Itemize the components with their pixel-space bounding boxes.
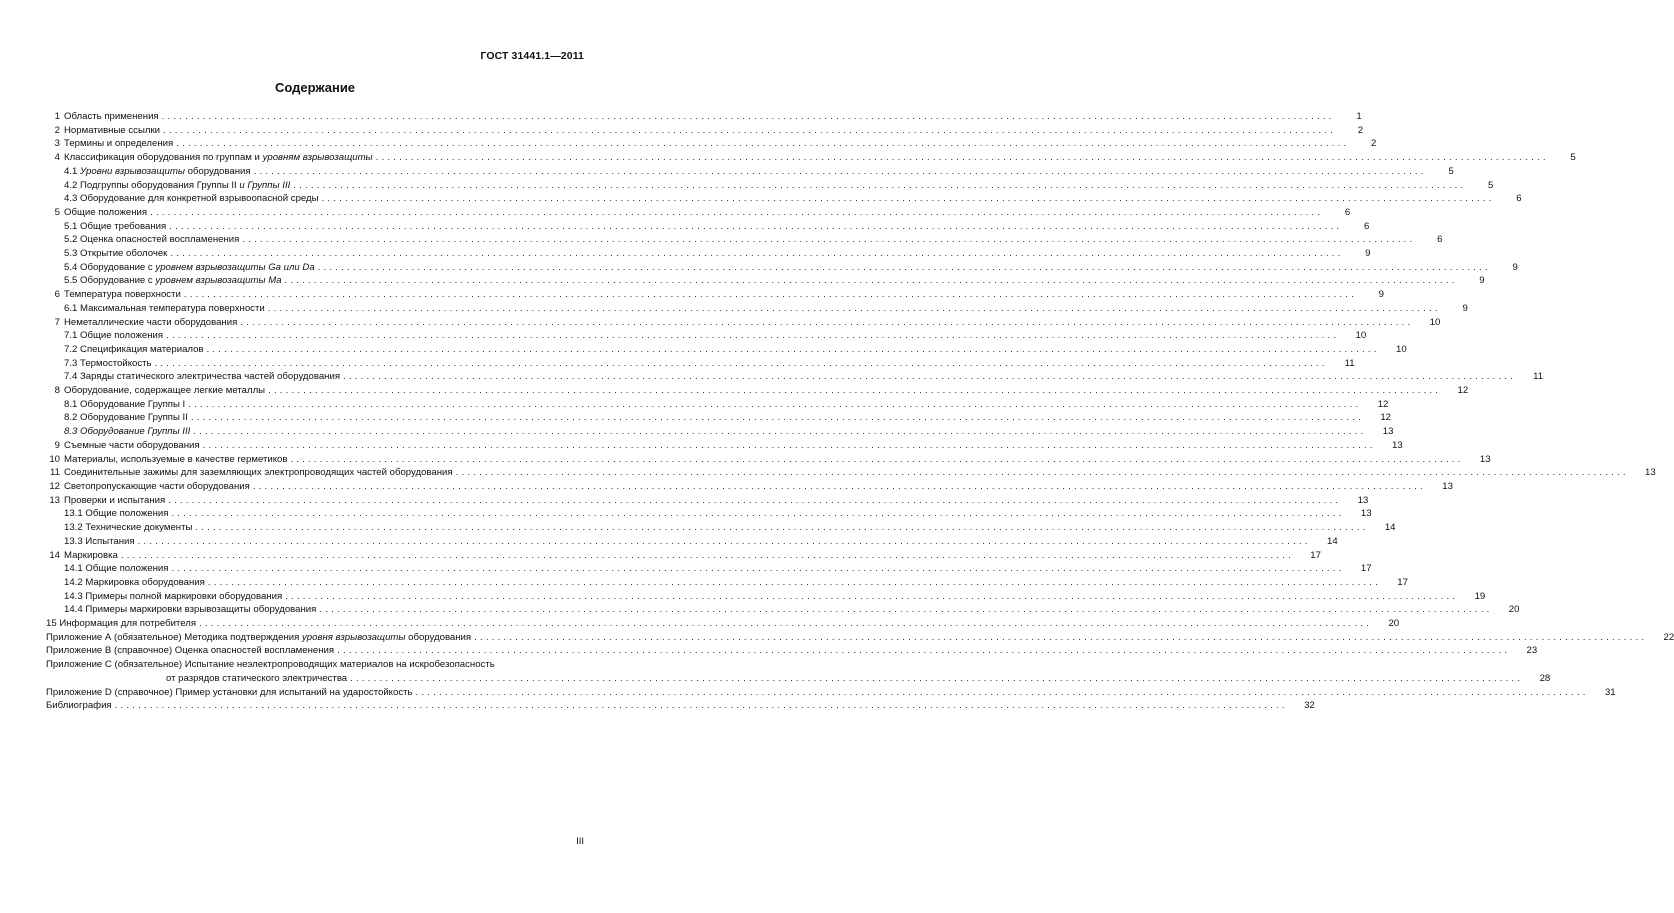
- toc-page-number: 17: [1310, 549, 1321, 561]
- toc-entry-text: Оборудование с: [80, 275, 156, 287]
- toc-entry-text: Область применения: [64, 111, 159, 122]
- toc-entry-title: [64, 425, 190, 439]
- toc-entry[interactable]: [46, 151, 1576, 165]
- toc-entry-text: уровнем взрывозащиты Ga или Da: [155, 261, 315, 273]
- toc-entry-number: 8: [54, 385, 60, 397]
- toc-entry-number: 7.2: [64, 343, 78, 355]
- toc-entry-number: 8.2: [64, 412, 78, 424]
- toc-entry-title: [166, 672, 347, 686]
- toc-entry-number: 13.1: [64, 508, 83, 520]
- toc-page-number: 23: [1526, 645, 1538, 657]
- toc-entry-title: [46, 466, 453, 480]
- toc-entry-title: [64, 521, 192, 535]
- toc-entry-title: [46, 288, 181, 302]
- toc-entry[interactable]: [46, 535, 1338, 549]
- toc-entry-text: Температура поверхности: [64, 289, 181, 301]
- toc-entry-title: [64, 233, 239, 247]
- toc-entry-text: Приложение D (справочное) Пример установки для испытаний на ударостойкость: [46, 686, 413, 698]
- toc-entry-number: 14.4: [64, 604, 83, 616]
- toc-entry-title: [64, 165, 251, 179]
- toc-page-number: 9: [1378, 289, 1384, 301]
- toc-entry-number: 12: [49, 480, 60, 492]
- toc-entry-text: Открытие оболочек: [80, 248, 168, 260]
- toc-page-number: 12: [1377, 398, 1389, 410]
- toc-entry-title: [46, 453, 287, 467]
- page-title: Содержание: [274, 80, 356, 95]
- toc-entry-text: Оборудование Группы II: [80, 412, 188, 424]
- toc-entry[interactable]: [46, 590, 1486, 604]
- toc-entry-number: 8.3: [64, 426, 78, 438]
- toc-entry[interactable]: [46, 357, 1355, 371]
- toc-page-number: 13: [1392, 439, 1403, 451]
- toc-entry-title: [46, 137, 173, 151]
- toc-entry-text: Общие положения: [85, 563, 169, 575]
- toc-entry-number: 6: [54, 289, 60, 301]
- toc-page-number: 11: [1344, 357, 1355, 369]
- toc-page-number: 13: [1645, 467, 1656, 479]
- toc-entry-text: Нормативные ссылки: [64, 124, 161, 136]
- toc-entry[interactable]: [46, 165, 1454, 179]
- toc-entry-text: Маркировка оборудования: [85, 576, 205, 588]
- toc-entry-text: Маркировка: [64, 549, 118, 561]
- toc-entry-title: [64, 329, 163, 343]
- toc-page-number: 10: [1429, 316, 1441, 328]
- toc-leader-dots: ........................................................................................................................................................................................................: [321, 193, 1495, 205]
- toc-entry-text: Оборудование Группы I: [80, 398, 186, 410]
- toc-page-number: 9: [1462, 302, 1468, 314]
- toc-entry-text: оборудования: [184, 165, 251, 177]
- toc-entry-title: [46, 631, 471, 645]
- toc-entry[interactable]: [46, 110, 1362, 124]
- toc-entry-number: 15: [46, 618, 57, 630]
- toc-entry-text: Светопропускающие части оборудования: [64, 480, 250, 492]
- toc-entry-title: [64, 220, 166, 234]
- toc-entry-number: 13.2: [64, 522, 83, 534]
- toc-entry[interactable]: [46, 686, 1616, 700]
- toc-leader-dots: ........................................................................................................................................................................................................: [293, 179, 1467, 191]
- toc-page-number: 32: [1304, 700, 1315, 712]
- toc-leader-dots: ........................................................................................................................................................................................................: [207, 576, 1381, 588]
- toc-entry-text: Соединительные зажимы для заземляющих электропроводящих частей оборудования: [64, 467, 453, 479]
- toc-entry-title: [46, 549, 118, 563]
- toc-entry[interactable]: [46, 411, 1391, 425]
- toc-leader-dots: ........................................................................................................................................................................................................: [455, 467, 1629, 479]
- toc-entry-number: 4.3: [64, 193, 78, 205]
- toc-entry[interactable]: [46, 521, 1396, 535]
- toc-entry-title: [64, 357, 152, 371]
- toc-page-number: 14: [1327, 535, 1338, 547]
- toc-page-number: 2: [1370, 138, 1377, 150]
- toc-entry-title: [64, 343, 204, 357]
- toc-entry-number: 1: [54, 111, 60, 122]
- toc-entry-title: [46, 658, 495, 672]
- toc-entry-number: 5.4: [64, 261, 78, 273]
- toc-entry-title: [46, 439, 200, 453]
- toc-page-number: 6: [1363, 220, 1370, 232]
- toc-leader-dots: ........................................................................................................................................................................................................: [474, 631, 1648, 643]
- toc-entry-text: Классификация оборудования по группам и: [64, 152, 263, 164]
- toc-entry-title: [64, 192, 319, 206]
- toc-entry[interactable]: [46, 302, 1468, 316]
- toc-entry-number: 13.3: [64, 535, 83, 547]
- toc-leader-dots: ........................................................................................................................................................................................................: [163, 124, 1337, 136]
- toc-leader-dots: ........................................................................................................................................................................................................: [154, 357, 1328, 369]
- toc-entry[interactable]: [46, 494, 1369, 508]
- toc-page-number: 13: [1479, 453, 1491, 465]
- toc-leader-dots: ........................................................................................................................................................................................................: [137, 535, 1311, 547]
- toc-entry-text: Библиография: [46, 700, 112, 712]
- toc-entry-text: Приложение В (справочное) Оценка опасностей воспламенения: [46, 645, 335, 657]
- toc-entry[interactable]: [46, 658, 584, 672]
- toc-page-number: 13: [1382, 426, 1394, 438]
- toc-entry-number: 3: [54, 138, 60, 150]
- toc-entry-text: Оценка опасностей воспламенения: [80, 234, 240, 246]
- toc-page-number: 6: [1516, 193, 1522, 205]
- toc-page-number: 17: [1360, 563, 1372, 575]
- toc-page-number: 17: [1397, 576, 1408, 588]
- toc-leader-dots: ........................................................................................................................................................................................................: [195, 522, 1369, 534]
- toc-entry-number: 14.3: [64, 590, 83, 602]
- toc-entry-number: 14.1: [64, 563, 83, 575]
- toc-entry-number: 9: [54, 439, 60, 451]
- toc-entry-text: Максимальная температура поверхности: [80, 302, 265, 314]
- toc-page-number: 13: [1357, 494, 1369, 506]
- toc-entry-text: уровнем взрывозащиты Ma: [155, 275, 282, 287]
- toc-entry[interactable]: [46, 425, 1394, 439]
- toc-entry-text: Общие положения: [80, 330, 164, 342]
- toc-leader-dots: ........................................................................................................................................................................................................: [284, 275, 1458, 287]
- toc-leader-dots: ........................................................................................................................................................................................................: [343, 371, 1517, 383]
- toc-leader-dots: ........................................................................................................................................................................................................: [242, 234, 1416, 246]
- toc-entry-title: [46, 617, 196, 631]
- toc-entry-title: [64, 562, 168, 576]
- toc-page-number: 19: [1474, 590, 1486, 602]
- toc-leader-dots: ........................................................................................................................................................................................................: [290, 453, 1464, 465]
- toc-entry[interactable]: [46, 137, 1377, 151]
- toc-entry-number: 5: [54, 206, 60, 218]
- toc-entry-number: 13: [49, 494, 60, 506]
- toc-entry[interactable]: [46, 480, 1453, 494]
- toc-leader-dots: ........................................................................................................................................................................................................: [183, 289, 1357, 301]
- toc-leader-dots: ........................................................................................................................................................................................................: [176, 138, 1350, 150]
- toc-entry-number: 5.5: [64, 275, 78, 287]
- toc-entry-text: Термины и определения: [64, 138, 174, 150]
- toc-entry[interactable]: [46, 507, 1372, 521]
- toc-entry-number: 5.1: [64, 220, 78, 232]
- toc-page-number: 22: [1663, 631, 1674, 643]
- toc-leader-dots: ........................................................................................................................................................................................................: [337, 645, 1511, 657]
- toc-entry-title: [46, 480, 250, 494]
- toc-leader-dots: ........................................................................................................................................................................................................: [150, 206, 1324, 218]
- toc-entry[interactable]: [46, 316, 1441, 330]
- toc-entry[interactable]: [46, 384, 1469, 398]
- toc-entry-number: 8.1: [64, 398, 78, 410]
- toc-page-number: 9: [1512, 261, 1518, 273]
- toc-entry-title: [46, 206, 147, 220]
- toc-entry-title: [64, 576, 205, 590]
- toc-entry-text: Приложение А (обязательное) Методика подтверждения: [46, 631, 302, 643]
- toc-entry-text: Информация для потребителя: [59, 618, 197, 630]
- toc-entry[interactable]: [46, 699, 1315, 713]
- toc-page-number: 13: [1442, 480, 1453, 492]
- toc-entry[interactable]: [46, 192, 1522, 206]
- toc-entry[interactable]: [46, 370, 1544, 384]
- toc-entry[interactable]: [46, 247, 1371, 261]
- toc-entry[interactable]: [46, 603, 1520, 617]
- toc-entry-number: 5.3: [64, 248, 78, 260]
- toc-entry[interactable]: [46, 274, 1485, 288]
- toc-entry-title: [64, 247, 167, 261]
- toc-leader-dots: ........................................................................................................................................................................................................: [206, 343, 1380, 355]
- toc-entry[interactable]: [46, 206, 1351, 220]
- toc-entry-title: [64, 411, 188, 425]
- toc-entry[interactable]: [46, 453, 1491, 467]
- toc-entry-title: [46, 124, 160, 138]
- toc-page-number: 6: [1437, 234, 1443, 246]
- toc-leader-dots: ........................................................................................................................................................................................................: [268, 385, 1442, 397]
- toc-entry[interactable]: [46, 672, 1551, 686]
- toc-entry-text: Примеры полной маркировки оборудования: [85, 590, 283, 602]
- toc-entry-number: 11: [50, 467, 60, 479]
- toc-entry-title: [64, 507, 168, 521]
- toc-entry-title: [64, 398, 185, 412]
- toc-leader-dots: ........................................................................................................................................................................................................: [202, 439, 1376, 451]
- toc-entry-number: 6.1: [64, 302, 78, 314]
- toc-entry[interactable]: [46, 343, 1407, 357]
- toc-entry[interactable]: [46, 631, 1674, 645]
- toc-leader-dots: ........................................................................................................................................................................................................: [169, 220, 1343, 232]
- toc-entry-title: [46, 151, 373, 165]
- toc-entry-title: [64, 535, 135, 549]
- toc-entry-number: 7.1: [64, 330, 78, 342]
- toc-page-number: 13: [1360, 508, 1372, 520]
- toc-entry-text: Заряды статического электричества частей оборудования: [80, 371, 341, 383]
- toc-entry-title: [64, 302, 265, 316]
- toc-entry[interactable]: [46, 617, 1400, 631]
- toc-entry-text: оборудования: [405, 631, 472, 643]
- toc-entry-number: 4.2: [64, 179, 78, 191]
- toc-entry-number: 2: [54, 124, 60, 136]
- toc-entry-text: Оборудование для конкретной взрывоопасной среды: [80, 193, 319, 205]
- toc-entry-text: Технические документы: [85, 522, 193, 534]
- toc-entry[interactable]: [46, 220, 1370, 234]
- toc-entry-number: 7: [54, 316, 60, 328]
- toc-entry-number: 5.2: [64, 234, 78, 246]
- toc-leader-dots: ........................................................................................................................................................................................................: [285, 590, 1459, 602]
- toc-entry-title: [64, 603, 316, 617]
- toc-entry-number: 7.3: [64, 357, 78, 369]
- document-code: ГОСТ 31441.1—2011: [480, 50, 584, 62]
- toc-entry-title: [64, 261, 315, 275]
- toc-leader-dots: ........................................................................................................................................................................................................: [199, 618, 1373, 630]
- toc-entry-title: [64, 274, 282, 288]
- toc-entry-text: Материалы, используемые в качестве герметиков: [64, 453, 288, 465]
- toc-page-number: 5: [1488, 179, 1494, 191]
- toc-entry-text: Спецификация материалов: [80, 343, 204, 355]
- toc-entry-text: Общие положения: [64, 206, 148, 218]
- toc-entry[interactable]: [46, 329, 1367, 343]
- toc-leader-dots: ........................................................................................................................................................................................................: [267, 302, 1441, 314]
- toc-page-number: 20: [1388, 618, 1400, 630]
- toc-leader-dots: ........................................................................................................................................................................................................: [168, 494, 1342, 506]
- toc-leader-dots: ........................................................................................................................................................................................................: [171, 563, 1345, 575]
- toc-page-number: 20: [1508, 604, 1520, 616]
- toc-leader-dots: ........................................................................................................................................................................................................: [240, 316, 1414, 328]
- toc-entry-text: Примеры маркировки взрывозащиты оборудования: [85, 604, 317, 616]
- toc-leader-dots: ........................................................................................................................................................................................................: [252, 480, 1426, 492]
- toc-entry-title: [64, 179, 290, 193]
- toc-page-number: 6: [1344, 206, 1351, 218]
- toc-entry[interactable]: [46, 466, 1656, 480]
- toc-leader-dots: ........................................................................................................................................................................................................: [161, 111, 1335, 122]
- toc-entry[interactable]: [46, 124, 1364, 138]
- toc-page-number: 12: [1457, 385, 1469, 397]
- toc-leader-dots: ........................................................................................................................................................................................................: [166, 330, 1340, 342]
- toc-page-number: 12: [1380, 412, 1391, 424]
- toc-entry[interactable]: [46, 261, 1518, 275]
- toc-entry[interactable]: [46, 233, 1443, 247]
- toc-entry[interactable]: [46, 549, 1321, 563]
- toc-entry-text: уровням взрывозащиты: [262, 152, 373, 164]
- toc-entry-number: 14: [49, 549, 60, 561]
- toc-entry[interactable]: [46, 439, 1403, 453]
- toc-leader-dots: ........................................................................................................................................................................................................: [170, 248, 1344, 260]
- toc-leader-dots: ........................................................................................................................................................................................................: [190, 412, 1364, 424]
- toc-entry-text: Съемные части оборудования: [64, 439, 200, 451]
- toc-leader-dots: ........................................................................................................................................................................................................: [120, 549, 1294, 561]
- toc-leader-dots: ........................................................................................................................................................................................................: [253, 165, 1427, 177]
- toc-entry-text: Уровни взрывозащиты: [80, 165, 185, 177]
- toc-entry-text: от разрядов статического электричества: [166, 672, 348, 684]
- toc-entry[interactable]: [46, 562, 1372, 576]
- toc-entry-number: 10: [49, 453, 60, 465]
- toc-page-number: 1: [1356, 111, 1362, 122]
- toc-entry-text: Общие требования: [80, 220, 167, 232]
- toc-entry-text: Оборудование, содержащее легкие металлы: [64, 385, 266, 397]
- toc-page-number: 11: [1533, 371, 1544, 383]
- toc-entry-title: [46, 384, 265, 398]
- toc-page-number: 9: [1479, 275, 1485, 287]
- toc-leader-dots: ........................................................................................................................................................................................................: [319, 604, 1493, 616]
- toc-page-number: 31: [1604, 686, 1616, 698]
- toc-page-number: 5: [1570, 152, 1576, 164]
- toc-leader-dots: ........................................................................................................................................................................................................: [171, 508, 1345, 520]
- toc-entry-text: Проверки и испытания: [64, 494, 166, 506]
- toc-leader-dots: ........................................................................................................................................................................................................: [193, 426, 1367, 438]
- toc-entry-title: [46, 110, 159, 124]
- toc-entry-number: 4.1: [64, 165, 78, 177]
- toc-entry-text: Неметаллические части оборудования: [64, 316, 238, 328]
- toc-page-number: 2: [1357, 124, 1364, 136]
- toc-entry-title: [64, 370, 340, 384]
- toc-leader-dots: ........................................................................................................................................................................................................: [114, 700, 1288, 712]
- toc-page-number: 5: [1448, 165, 1454, 177]
- toc-entry-text: Приложение С (обязательное) Испытание неэлектропроводящих материалов на искробезопасность: [46, 659, 495, 671]
- toc-entry-number: 7.4: [64, 371, 78, 383]
- toc-entry-text: Подгруппы оборудования Группы II: [80, 179, 240, 191]
- toc-page-number: 10: [1355, 330, 1367, 342]
- toc-leader-dots: ........................................................................................................................................................................................................: [375, 152, 1549, 164]
- toc-leader-dots: ........................................................................................................................................................................................................: [317, 261, 1491, 273]
- toc-entry-number: 14.2: [64, 576, 83, 588]
- toc-entry-title: [46, 494, 165, 508]
- toc-leader-dots: ........................................................................................................................................................................................................: [415, 686, 1589, 698]
- toc-leader-dots: ........................................................................................................................................................................................................: [350, 672, 1524, 684]
- toc-entry[interactable]: [46, 179, 1494, 193]
- toc-entry-text: и Группы III: [239, 179, 291, 191]
- toc-entry-title: [46, 316, 237, 330]
- toc-entry-title: [46, 699, 112, 713]
- toc-entry[interactable]: [46, 288, 1384, 302]
- toc-page-number: 14: [1384, 522, 1396, 534]
- toc-entry-text: Оборудование Группы III: [80, 426, 191, 438]
- toc-entry[interactable]: [46, 576, 1408, 590]
- page-number: III: [576, 836, 584, 847]
- toc-entry-title: [46, 644, 334, 658]
- toc-entry-number: 4: [54, 152, 60, 164]
- toc-entry[interactable]: [46, 398, 1389, 412]
- toc-entry-title: [64, 590, 282, 604]
- toc-entry-text: Испытания: [85, 535, 135, 547]
- table-of-contents: [46, 110, 1674, 713]
- toc-entry-text: Оборудование с: [80, 261, 156, 273]
- toc-page-number: 10: [1395, 343, 1407, 355]
- toc-page-number: 28: [1539, 672, 1551, 684]
- toc-leader-dots: ........................................................................................................................................................................................................: [188, 398, 1362, 410]
- toc-entry-title: [46, 686, 413, 700]
- toc-page-number: 9: [1365, 248, 1371, 260]
- toc-entry-text: Общие положения: [85, 508, 169, 520]
- toc-entry[interactable]: [46, 644, 1538, 658]
- toc-entry-text: Термостойкость: [80, 357, 152, 369]
- toc-entry-text: уровня взрывозащиты: [302, 631, 406, 643]
